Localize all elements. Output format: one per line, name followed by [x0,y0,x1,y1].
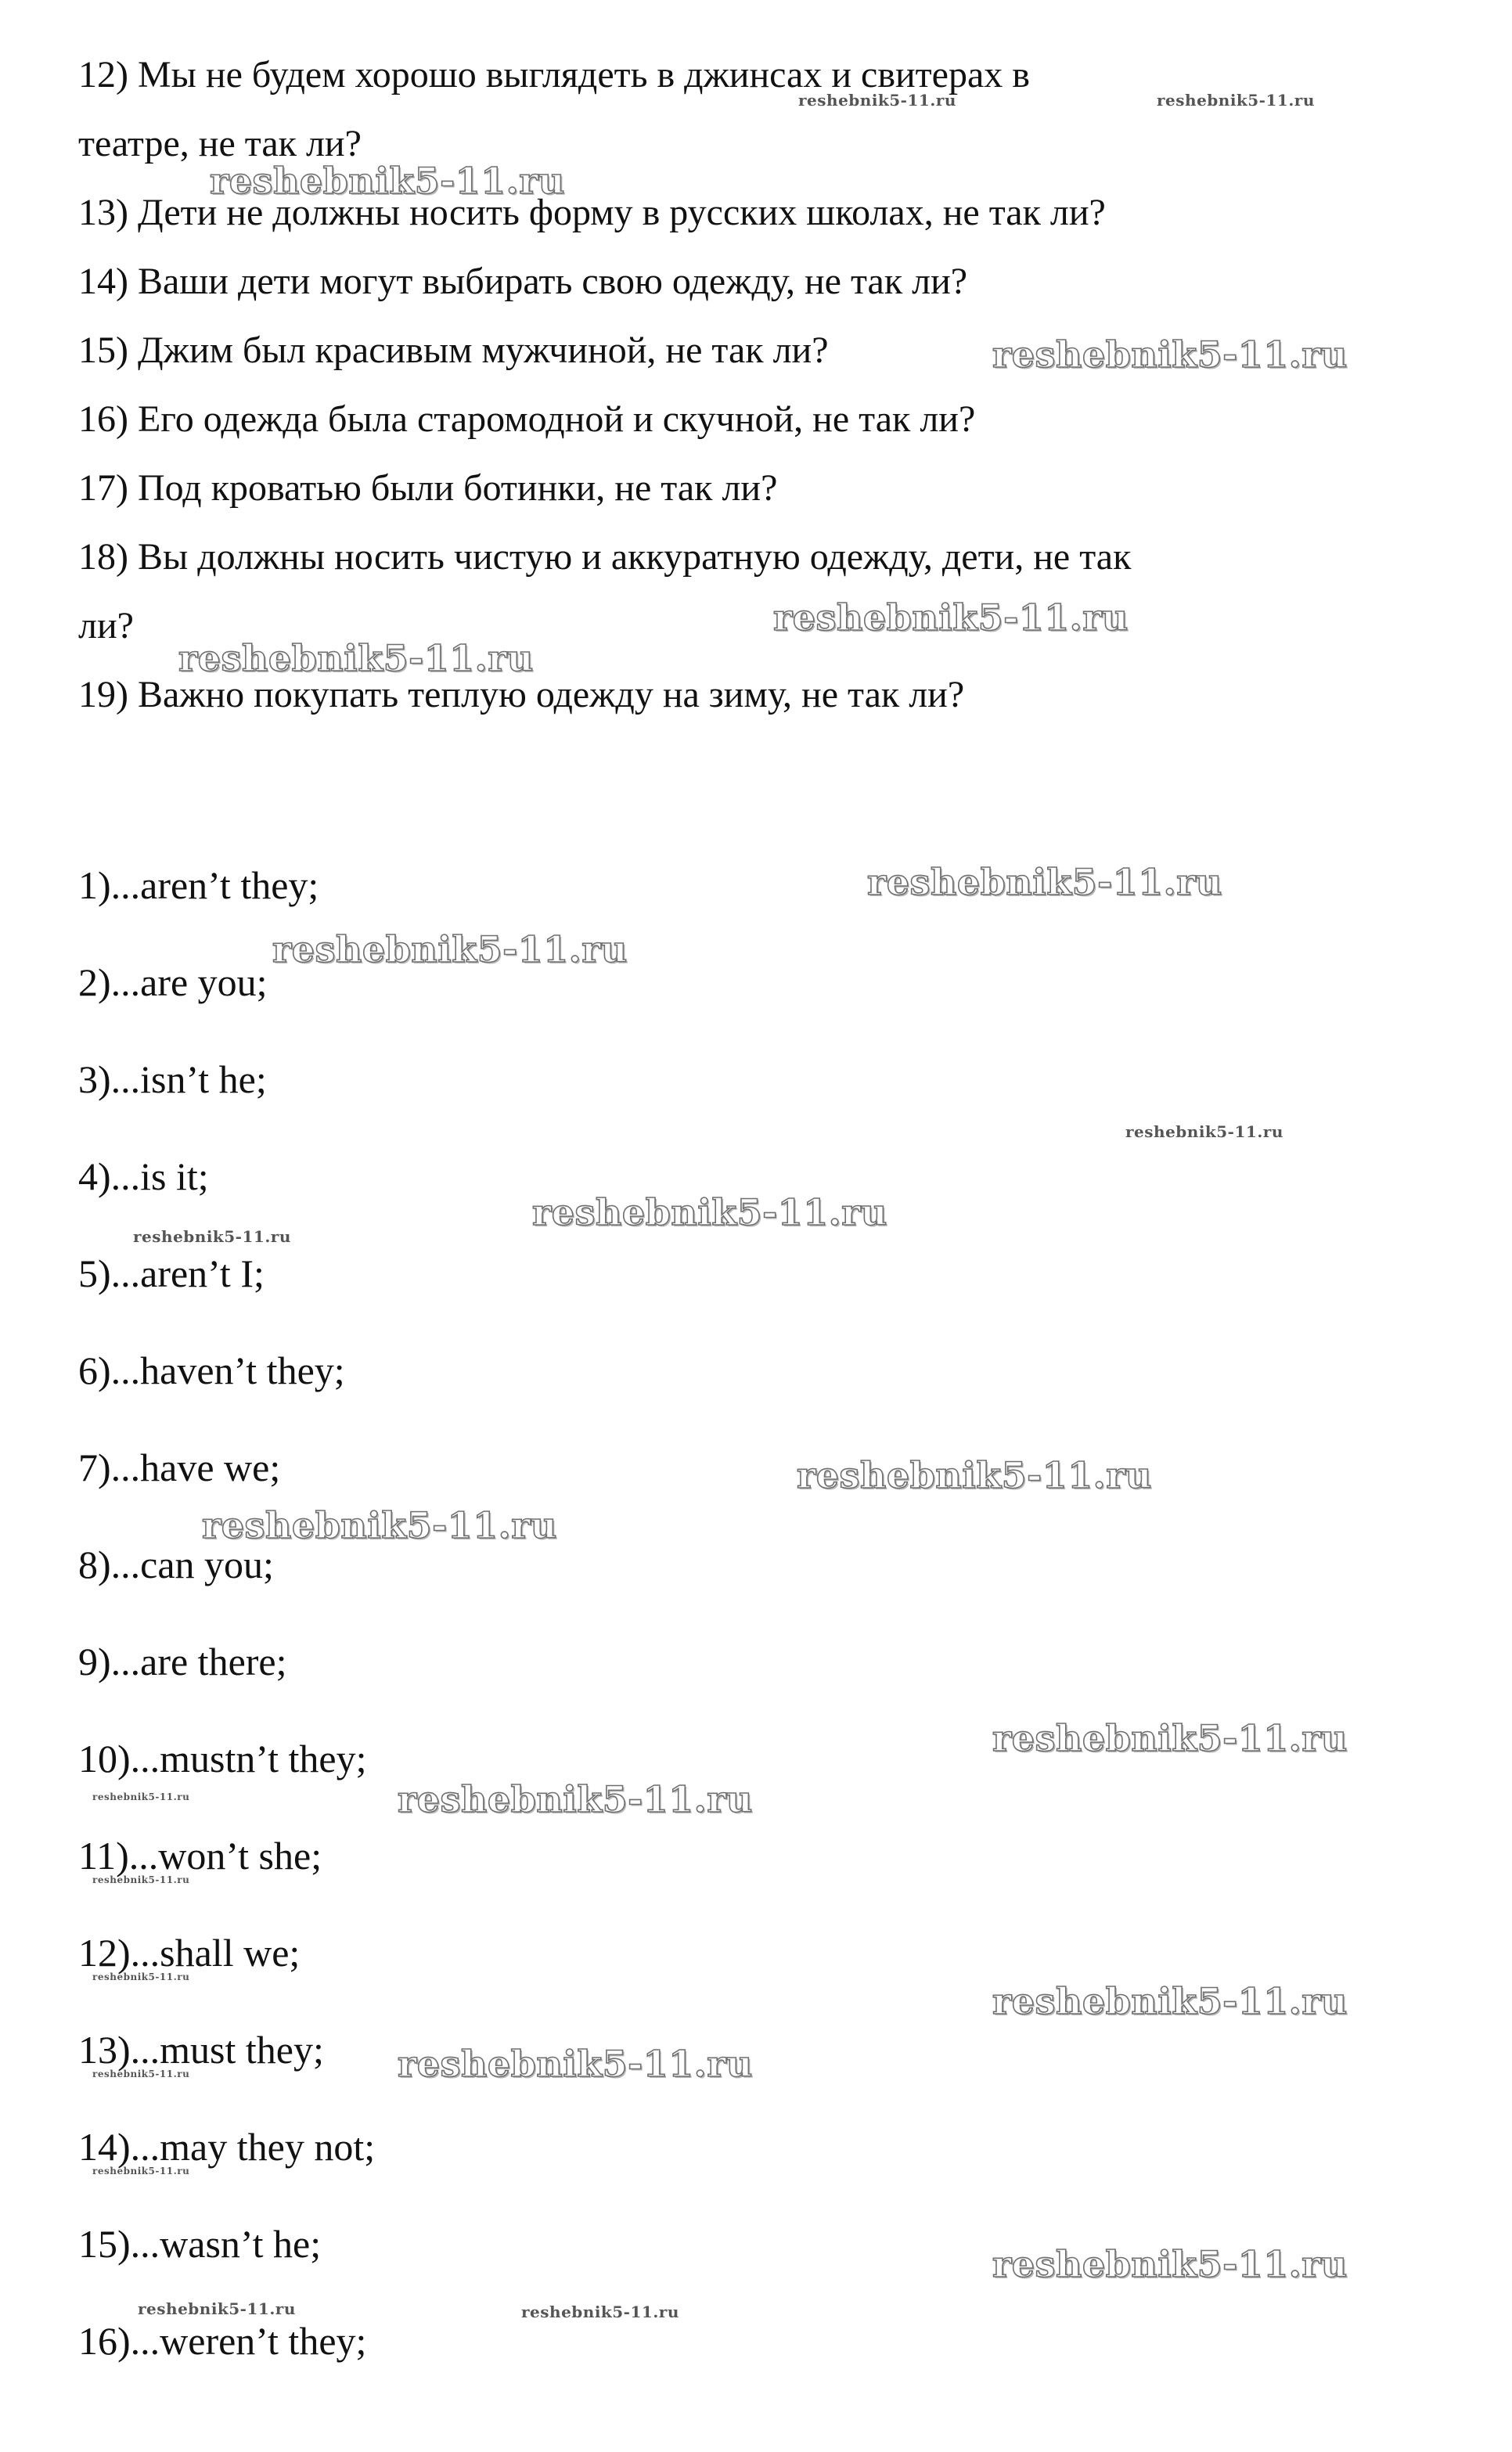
watermark: reshebnik5-11.ru [92,1791,190,1802]
answer-line: 1)...aren’t they; [78,863,319,907]
answer-line: 13)...must they; [78,2028,324,2072]
question-line: 16) Его одежда была старомодной и скучной, не так ли? [78,398,976,440]
question-line: 19) Важно покупать теплую одежду на зиму, не так ли? [78,674,965,715]
question-line: 12) Мы не будем хорошо выглядеть в джинсах и свитерах в [78,54,1030,95]
question-line: 14) Ваши дети могут выбирать свою одежду, не так ли? [78,261,968,302]
watermark: reshebnik5-11.ru [532,1191,887,1233]
watermark: reshebnik5-11.ru [92,2069,190,2079]
answer-line: 12)...shall we; [78,1931,301,1975]
watermark: reshebnik5-11.ru [867,861,1222,903]
answer-line: 5)...aren’t I; [78,1251,265,1295]
question-line: 15) Джим был красивым мужчиной, не так ли? [78,329,829,371]
watermark: reshebnik5-11.ru [992,1980,1348,2022]
watermark: reshebnik5-11.ru [797,1454,1152,1496]
question-line: ли? [78,605,134,646]
answer-line: 7)...have we; [78,1446,281,1489]
answer-line: 11)...won’t she; [78,1834,322,1878]
watermark: reshebnik5-11.ru [210,160,565,202]
answer-line: 14)...may they not; [78,2125,376,2169]
answer-line: 4)...is it; [78,1154,209,1198]
watermark: reshebnik5-11.ru [1157,91,1315,110]
watermark: reshebnik5-11.ru [398,2043,753,2085]
question-line: 13) Дети не должны носить форму в русских школах, не так ли? [78,192,1106,233]
answer-line: 10)...mustn’t they; [78,1737,367,1780]
answer-line: 16)...weren’t they; [78,2319,367,2363]
watermark: reshebnik5-11.ru [398,1778,753,1820]
watermark: reshebnik5-11.ru [178,637,534,679]
watermark: reshebnik5-11.ru [133,1227,291,1246]
watermark: reshebnik5-11.ru [773,596,1129,639]
watermark: reshebnik5-11.ru [202,1504,557,1546]
answer-line: 6)...haven’t they; [78,1348,345,1392]
question-line: 18) Вы должны носить чистую и аккуратную одежду, дети, не так [78,536,1132,578]
answer-line: 15)...wasn’t he; [78,2222,322,2266]
watermark: reshebnik5-11.ru [521,2303,679,2321]
watermark: reshebnik5-11.ru [992,2243,1348,2285]
watermark: reshebnik5-11.ru [92,2166,190,2177]
answer-line: 2)...are you; [78,960,268,1004]
watermark: reshebnik5-11.ru [272,928,628,970]
answer-line: 3)...isn’t he; [78,1057,267,1101]
answer-line: 9)...are there; [78,1640,287,1683]
answer-line: 8)...can you; [78,1543,274,1586]
watermark: reshebnik5-11.ru [992,333,1348,376]
watermark: reshebnik5-11.ru [798,91,956,110]
watermark: reshebnik5-11.ru [138,2299,296,2318]
question-line: театре, не так ли? [78,123,362,164]
watermark: reshebnik5-11.ru [92,1874,190,1885]
question-line: 17) Под кроватью были ботинки, не так ли? [78,467,778,509]
watermark: reshebnik5-11.ru [92,1971,190,1982]
watermark: reshebnik5-11.ru [992,1717,1348,1759]
watermark: reshebnik5-11.ru [1125,1122,1283,1141]
